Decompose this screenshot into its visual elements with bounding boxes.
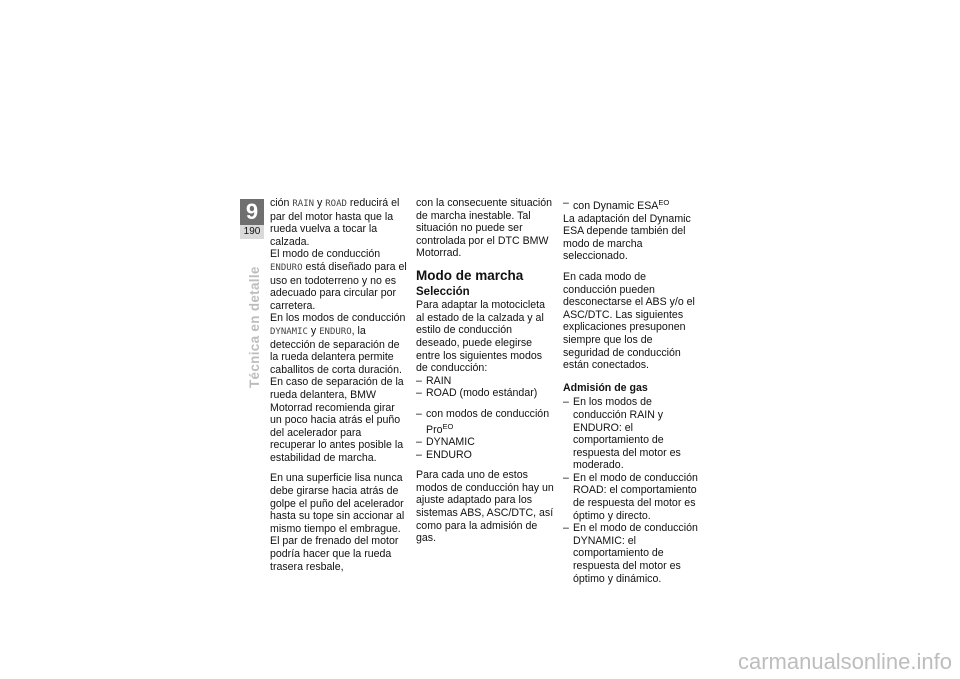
paragraph: La adaptación del Dynamic ESA depende también del modo de marcha seleccionado. xyxy=(563,212,691,263)
subsection-heading: Selección xyxy=(416,285,470,298)
list-item: – RAIN xyxy=(416,374,452,387)
list-item: – DYNAMIC xyxy=(416,436,475,449)
paragraph: El modo de conducción ENDURO está diseñado para el uso en todoterreno y no es adecuado para circular por carretera. xyxy=(270,248,407,312)
list-item: – ENDURO xyxy=(416,448,472,461)
paragraph: En una superficie lisa nunca debe girarse hacia atrás de golpe el puño del acelerador hasta su tope sin accionar al mismo tiempo el embrague. El par de frenado del motor podría hacer que la rueda trasera resbale, xyxy=(270,472,405,573)
watermark: carmanualsonline.info xyxy=(737,649,952,674)
column-3 xyxy=(563,197,701,585)
column-2 xyxy=(416,197,554,545)
paragraph: En los modos de conducción DYNAMIC y ENDURO, la detección de separación de la rueda delantera permite caballitos de corta duración. xyxy=(270,312,406,376)
list-item: – con Dynamic $ESA^{EO}$ xyxy=(563,197,670,212)
chapter-title: Técnica en detalle xyxy=(247,266,262,388)
list-item: – En los modos de conducción RAIN y ENDURO: el comportamiento de respuesta del motor es moderado. xyxy=(563,396,681,472)
list-item: – En el modo de conducción DYNAMIC: el comportamiento de respuesta del motor es óptimo y dinámico. xyxy=(563,522,698,585)
paragraph: En cada modo de conducción pueden desconectarse el ABS y/o el ASC/DTC. Las siguientes explicaciones presuponen siempre que los de seguridad de conducción están conectados. xyxy=(563,270,695,372)
list-item: – En el modo de conducción ROAD: el comportamiento de respuesta del motor es óptimo y directo. xyxy=(563,471,698,522)
paragraph: con la consecuente situación de marcha inestable. Tal situación no puede ser controlada por el DTC BMW Motorrad. xyxy=(416,197,553,260)
page-number: 190 xyxy=(240,225,264,239)
list-item: – ROAD (modo estándar) xyxy=(416,387,538,400)
chapter-number: 9 xyxy=(240,199,264,225)
section-heading: Modo de marcha xyxy=(416,267,524,283)
list-item: – con modos de conducción Pro$^{EO}$ xyxy=(416,407,550,436)
paragraph: ción RAIN y ROAD reducirá el par del motor hasta que la rueda vuelva a tocar la calzada. xyxy=(270,197,400,248)
paragraph: Para adaptar la motocicleta al estado de la calzada y al estilo de conducción deseado, puede elegirse entre los siguientes modos de conducción: xyxy=(416,299,545,375)
paragraph: En caso de separación de la rueda delantera, BMW Motorrad recomienda girar un poco hacia atrás el puño del acelerador para recuperar lo antes posible la estabilidad de marcha. xyxy=(270,376,404,464)
column-1 xyxy=(270,197,408,573)
paragraph: Para cada uno de estos modos de conducción hay un ajuste adaptado para los sistemas ABS, ASC/DTC, así como para la admisión de gas. xyxy=(416,469,554,545)
chapter-tab xyxy=(240,199,264,239)
subsection-heading: Admisión de gas xyxy=(563,381,648,394)
